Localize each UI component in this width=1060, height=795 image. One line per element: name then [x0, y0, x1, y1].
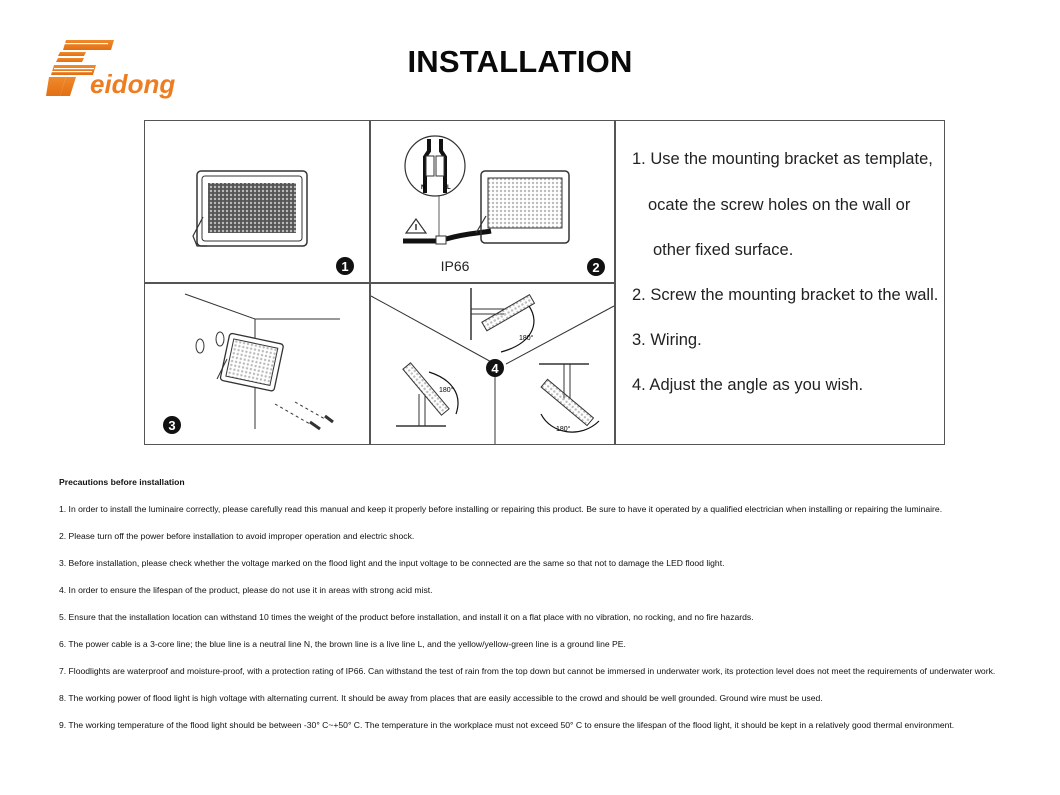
precaution-item: 2. Please turn off the power before installation to avoid improper operation and electric shock. [59, 531, 415, 542]
svg-text:eidong: eidong [90, 69, 176, 99]
svg-text:IP66: IP66 [440, 258, 470, 274]
precaution-item: 9. The working temperature of the flood light should be between -30° C~+50° C. The temperature in the workplace must not exceed 50° C to ensure the lifespan of the flood light, it should be kept in a relatively good thermal environment. [59, 720, 955, 731]
svg-text:N: N [421, 185, 426, 191]
precaution-item: 6. The power cable is a 3-core line; the blue line is a neutral line N, the brown line is a live line L, and the yellow/yellow-green line is a ground line PE. [59, 639, 626, 650]
step-1-line-1: 1. Use the mounting bracket as template, [632, 150, 933, 168]
panel-4-adjust-angle [371, 284, 614, 444]
precautions-section [59, 476, 1019, 746]
step-4: 4. Adjust the angle as you wish. [632, 376, 864, 394]
precaution-item: 5. Ensure that the installation location can withstand 10 times the weight of the product before installation, and install it on a flat place with no vibration, no rocking, and no fire hazards. [59, 612, 754, 623]
precaution-item: 4. In order to ensure the lifespan of the product, please do not use it in areas with strong acid mist. [59, 585, 433, 596]
panel-2-wiring [371, 121, 614, 282]
panel-1-floodlight [145, 121, 369, 282]
precaution-item: 7. Floodlights are waterproof and moisture-proof, with a protection rating of IP66. Can withstand the test of rain from the top down but cannot be immersed in underwater work, its protection level does not meet the requirements of underwater work. [59, 666, 996, 677]
precaution-item: 1. In order to install the luminaire correctly, please carefully read this manual and keep it properly before installing or repairing this product. Be sure to have it operated by a qualified electrician when installing or repairing the luminaire. [59, 504, 943, 515]
svg-text:180°: 180° [519, 335, 534, 342]
panel-3-mounting [145, 284, 369, 444]
precautions-heading: Precautions before installation [59, 477, 185, 487]
step-1-line-3: other fixed surface. [653, 241, 794, 259]
step-3: 3. Wiring. [632, 331, 702, 349]
svg-text:3: 3 [168, 418, 176, 433]
svg-text:2: 2 [592, 260, 600, 275]
svg-text:180°: 180° [556, 426, 571, 433]
precaution-item: 8. The working power of flood light is high voltage with alternating current. It should be away from places that are easily accessible to the crowd and should be well grounded. Ground wire must be used. [59, 693, 823, 704]
precaution-item: 3. Before installation, please check whether the voltage marked on the flood light and the input voltage to be connected are the same so that not to damage the LED flood light. [59, 558, 725, 569]
svg-text:4: 4 [491, 361, 499, 376]
step-1-line-2: ocate the screw holes on the wall or [648, 196, 911, 214]
step-2: 2. Screw the mounting bracket to the wall. [632, 286, 939, 304]
svg-text:L: L [447, 185, 451, 191]
svg-text:180°: 180° [439, 387, 454, 394]
svg-text:1: 1 [341, 259, 349, 274]
page-title: INSTALLATION [407, 44, 633, 79]
